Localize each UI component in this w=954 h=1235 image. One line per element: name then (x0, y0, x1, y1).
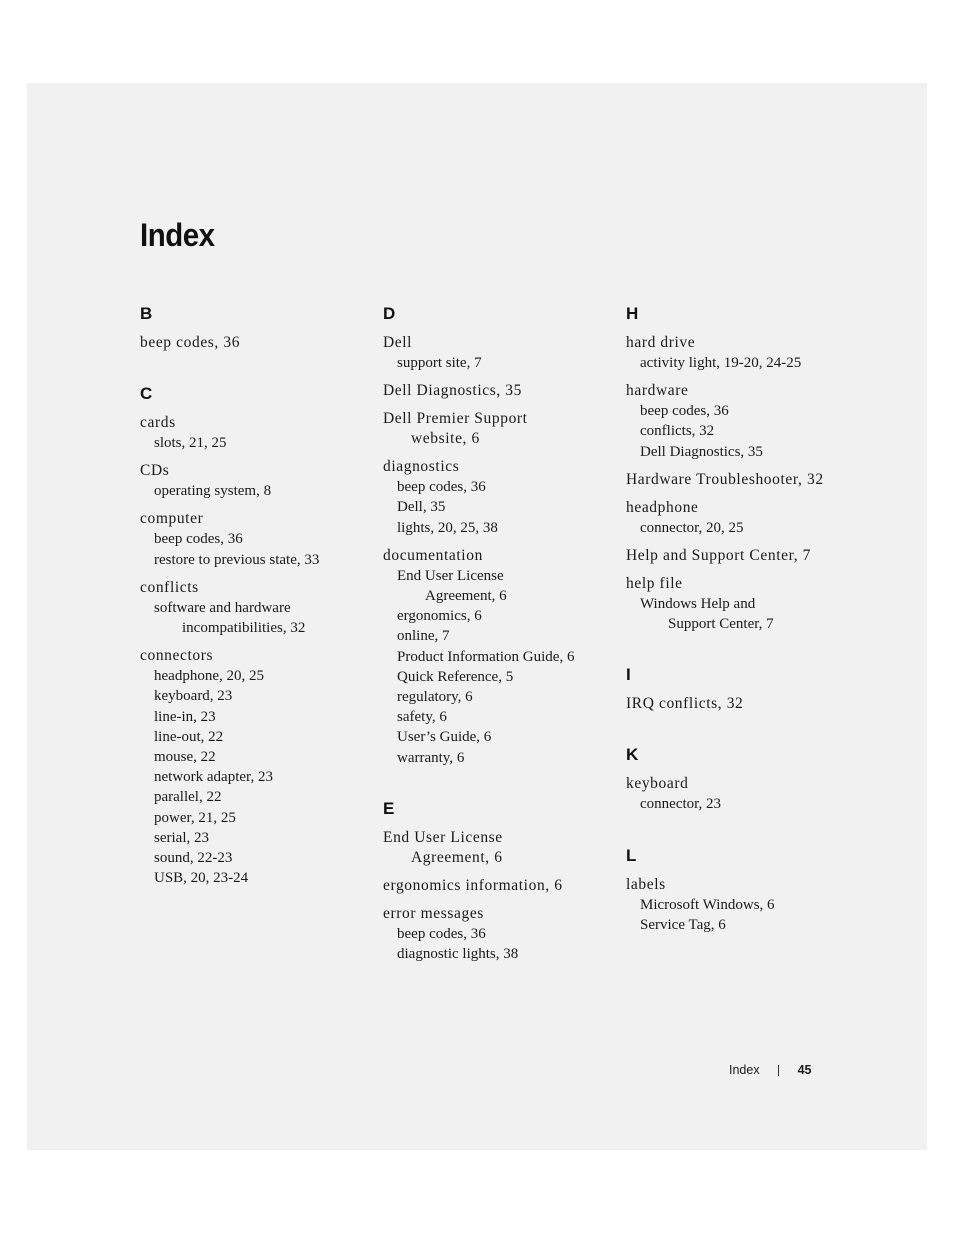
entry-term: hardware (626, 382, 689, 400)
entry-term-continuation: website, 6 (411, 430, 480, 448)
entry-term: diagnostics (383, 458, 460, 476)
index-entry (626, 333, 851, 373)
entry-term: help file (626, 575, 683, 593)
section-letter: H (626, 304, 639, 323)
subentry: line-out, 22 (154, 728, 224, 745)
subentry: beep codes, 36 (397, 925, 486, 942)
index-entry (626, 574, 851, 634)
subentry: Quick Reference, 5 (397, 668, 514, 685)
entry-term: documentation (383, 546, 483, 564)
index-entry (626, 470, 851, 490)
index-entry (140, 461, 365, 501)
subentry: line-in, 23 (154, 708, 216, 725)
index-entry (383, 409, 608, 449)
entry-term: ergonomics information, 6 (383, 876, 563, 894)
subentry: ergonomics, 6 (397, 608, 482, 625)
index-entry (383, 876, 608, 896)
subentry: activity light, 19-20, 24-25 (640, 355, 802, 371)
subentry: restore to previous state, 33 (154, 551, 320, 568)
entry-term: beep codes, 36 (140, 334, 241, 351)
subentry: lights, 20, 25, 38 (397, 519, 498, 536)
subentry: beep codes, 36 (640, 403, 729, 420)
index-section (383, 798, 608, 964)
index-entry (140, 333, 365, 353)
subentry: operating system, 8 (154, 483, 272, 500)
subentry: online, 7 (397, 628, 450, 645)
entry-term: computer (140, 510, 204, 528)
page-number: 45 (797, 1063, 812, 1077)
subentry: warranty, 6 (397, 749, 465, 766)
subentry: power, 21, 25 (154, 809, 236, 826)
section-letter: I (626, 665, 631, 685)
subentry-continuation: Support Center, 7 (668, 616, 774, 633)
index-column-2 (383, 303, 608, 994)
index-entry (626, 774, 851, 814)
entry-term: keyboard (626, 775, 689, 793)
index-entry (140, 413, 365, 453)
subentry: software and hardware incompatibilities, 32 (140, 598, 365, 638)
entry-term: headphone (626, 498, 699, 516)
entry-term: Dell Premier Support (383, 410, 528, 428)
subentry: keyboard, 23 (154, 688, 233, 705)
subentry: regulatory, 6 (397, 689, 473, 706)
subentry: Dell, 35 (397, 499, 446, 516)
entry-term: labels (626, 875, 666, 893)
entry-term: CDs (140, 462, 170, 480)
subentry: serial, 23 (154, 829, 209, 846)
subentry: Dell Diagnostics, 35 (640, 443, 763, 460)
index-section (626, 303, 851, 634)
section-letter: B (140, 304, 153, 323)
section-letter: K (626, 745, 639, 765)
section-letter: L (626, 845, 637, 865)
subentry: safety, 6 (397, 709, 447, 726)
section-letter: C (140, 384, 153, 403)
subentry: Product Information Guide, 6 (397, 648, 575, 665)
entry-term: Hardware Troubleshooter, 32 (626, 470, 824, 488)
entry-term: cards (140, 414, 176, 431)
subentry: headphone, 20, 25 (154, 668, 264, 685)
subentry: End User License Agreement, 6 (383, 566, 608, 606)
index-entry (383, 457, 608, 538)
index-entry (140, 509, 365, 569)
subentry: Microsoft Windows, 6 (640, 896, 775, 913)
entry-term: Help and Support Center, 7 (626, 547, 812, 565)
footer-label: Index (729, 1063, 760, 1077)
entry-term: Dell (383, 334, 413, 351)
entry-term: hard drive (626, 334, 696, 351)
index-section (140, 303, 365, 353)
entry-term-continuation: Agreement, 6 (411, 848, 503, 866)
index-entry (626, 694, 851, 714)
subentry: Windows Help and Support Center, 7 (626, 594, 851, 634)
subentry: mouse, 22 (154, 749, 216, 766)
subentry: beep codes, 36 (154, 531, 243, 548)
entry-term: error messages (383, 904, 484, 922)
subentry: Service Tag, 6 (640, 916, 726, 933)
index-entry (626, 498, 851, 538)
page-footer (729, 1061, 812, 1079)
entry-term: connectors (140, 647, 214, 665)
subentry: conflicts, 32 (640, 423, 715, 440)
index-entry (140, 578, 365, 638)
entry-term: IRQ conflicts, 32 (626, 695, 744, 713)
index-entry (383, 333, 608, 373)
subentry: User’s Guide, 6 (397, 729, 492, 746)
section-letter: D (383, 304, 396, 323)
subentry: parallel, 22 (154, 789, 222, 806)
subentry: beep codes, 36 (397, 479, 486, 496)
subentry: slots, 21, 25 (154, 435, 227, 451)
index-entry (626, 381, 851, 462)
entry-term: Dell Diagnostics, 35 (383, 382, 522, 400)
index-entry (383, 546, 608, 768)
subentry: connector, 23 (640, 796, 722, 813)
subentry: connector, 20, 25 (640, 519, 744, 536)
entry-term: conflicts (140, 578, 199, 596)
index-section (140, 383, 365, 888)
page-title: Index (140, 217, 215, 253)
index-section (626, 845, 851, 935)
subentry: sound, 22-23 (154, 850, 233, 867)
index-entry (383, 381, 608, 401)
index-section (626, 664, 851, 714)
subentry-continuation: Agreement, 6 (425, 588, 507, 605)
entry-term: End User License (383, 828, 503, 846)
index-entry (383, 828, 608, 868)
subentry: diagnostic lights, 38 (397, 946, 519, 963)
subentry: USB, 20, 23-24 (154, 870, 249, 887)
index-entry (140, 646, 365, 888)
index-section (383, 303, 608, 768)
index-column-3 (626, 303, 851, 965)
section-letter: E (383, 798, 395, 818)
subentry: network adapter, 23 (154, 769, 273, 786)
subentry: support site, 7 (397, 355, 482, 371)
index-entry (626, 875, 851, 935)
subentry-continuation: incompatibilities, 32 (182, 620, 306, 637)
index-column-1 (140, 303, 365, 918)
footer-separator (778, 1065, 779, 1076)
index-section (626, 744, 851, 814)
index-entry (383, 904, 608, 964)
index-entry (626, 546, 851, 566)
